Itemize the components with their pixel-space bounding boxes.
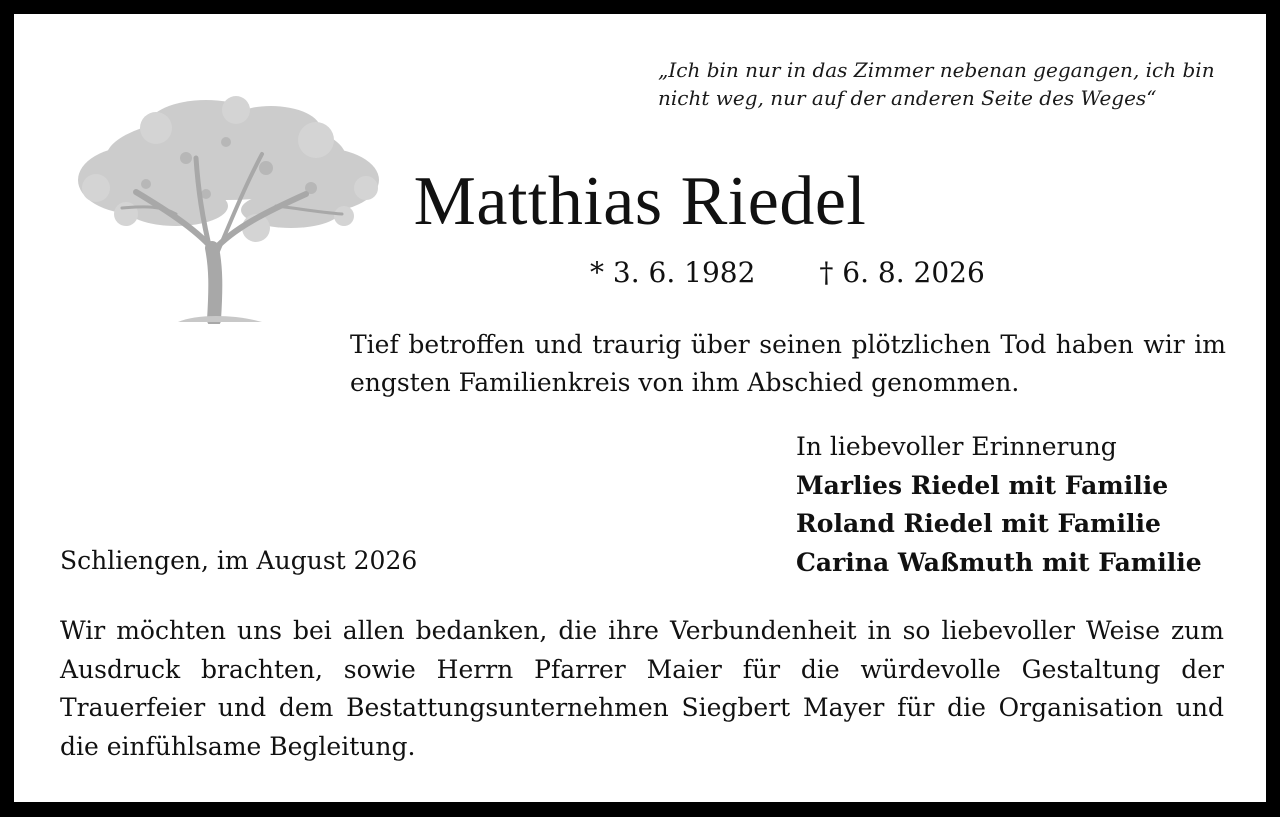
mourner-name: Marlies Riedel mit Familie bbox=[796, 470, 1169, 500]
mourner-name: Roland Riedel mit Familie bbox=[796, 509, 1161, 538]
mourner-name: Carina Waßmuth mit Familie bbox=[796, 547, 1202, 577]
death-date: † 6. 8. 2026 bbox=[819, 256, 985, 289]
obituary-card bbox=[14, 14, 1266, 802]
mourners-block bbox=[796, 428, 1202, 582]
deceased-name: Matthias Riedel bbox=[413, 163, 867, 240]
place-date: Schliengen, im August 2026 bbox=[60, 546, 418, 575]
remembrance-line: In liebevoller Erinnerung bbox=[796, 432, 1117, 461]
life-dates bbox=[590, 256, 985, 290]
birth-date: * 3. 6. 1982 bbox=[590, 256, 756, 289]
thanks-text: Wir möchten uns bei allen bedanken, die ihre Verbundenheit in so liebevoller Weise zum Ausdruck brachten, sowie Herrn Pfarrer Maier für die würdevolle Gestaltung der Trauerfeier und dem Bestattungsunternehmen Siegbert Mayer für die Organisation und die einfühlsame Begleitung. bbox=[60, 616, 1224, 761]
intro-text: Tief betroffen und traurig über seinen plötzlichen Tod haben wir im engsten Familienkreis von ihm Abschied genommen. bbox=[350, 330, 1226, 397]
quote: „Ich bin nur in das Zimmer nebenan gegangen, ich bin nicht weg, nur auf der anderen Seite des Weges“ bbox=[658, 58, 1215, 110]
